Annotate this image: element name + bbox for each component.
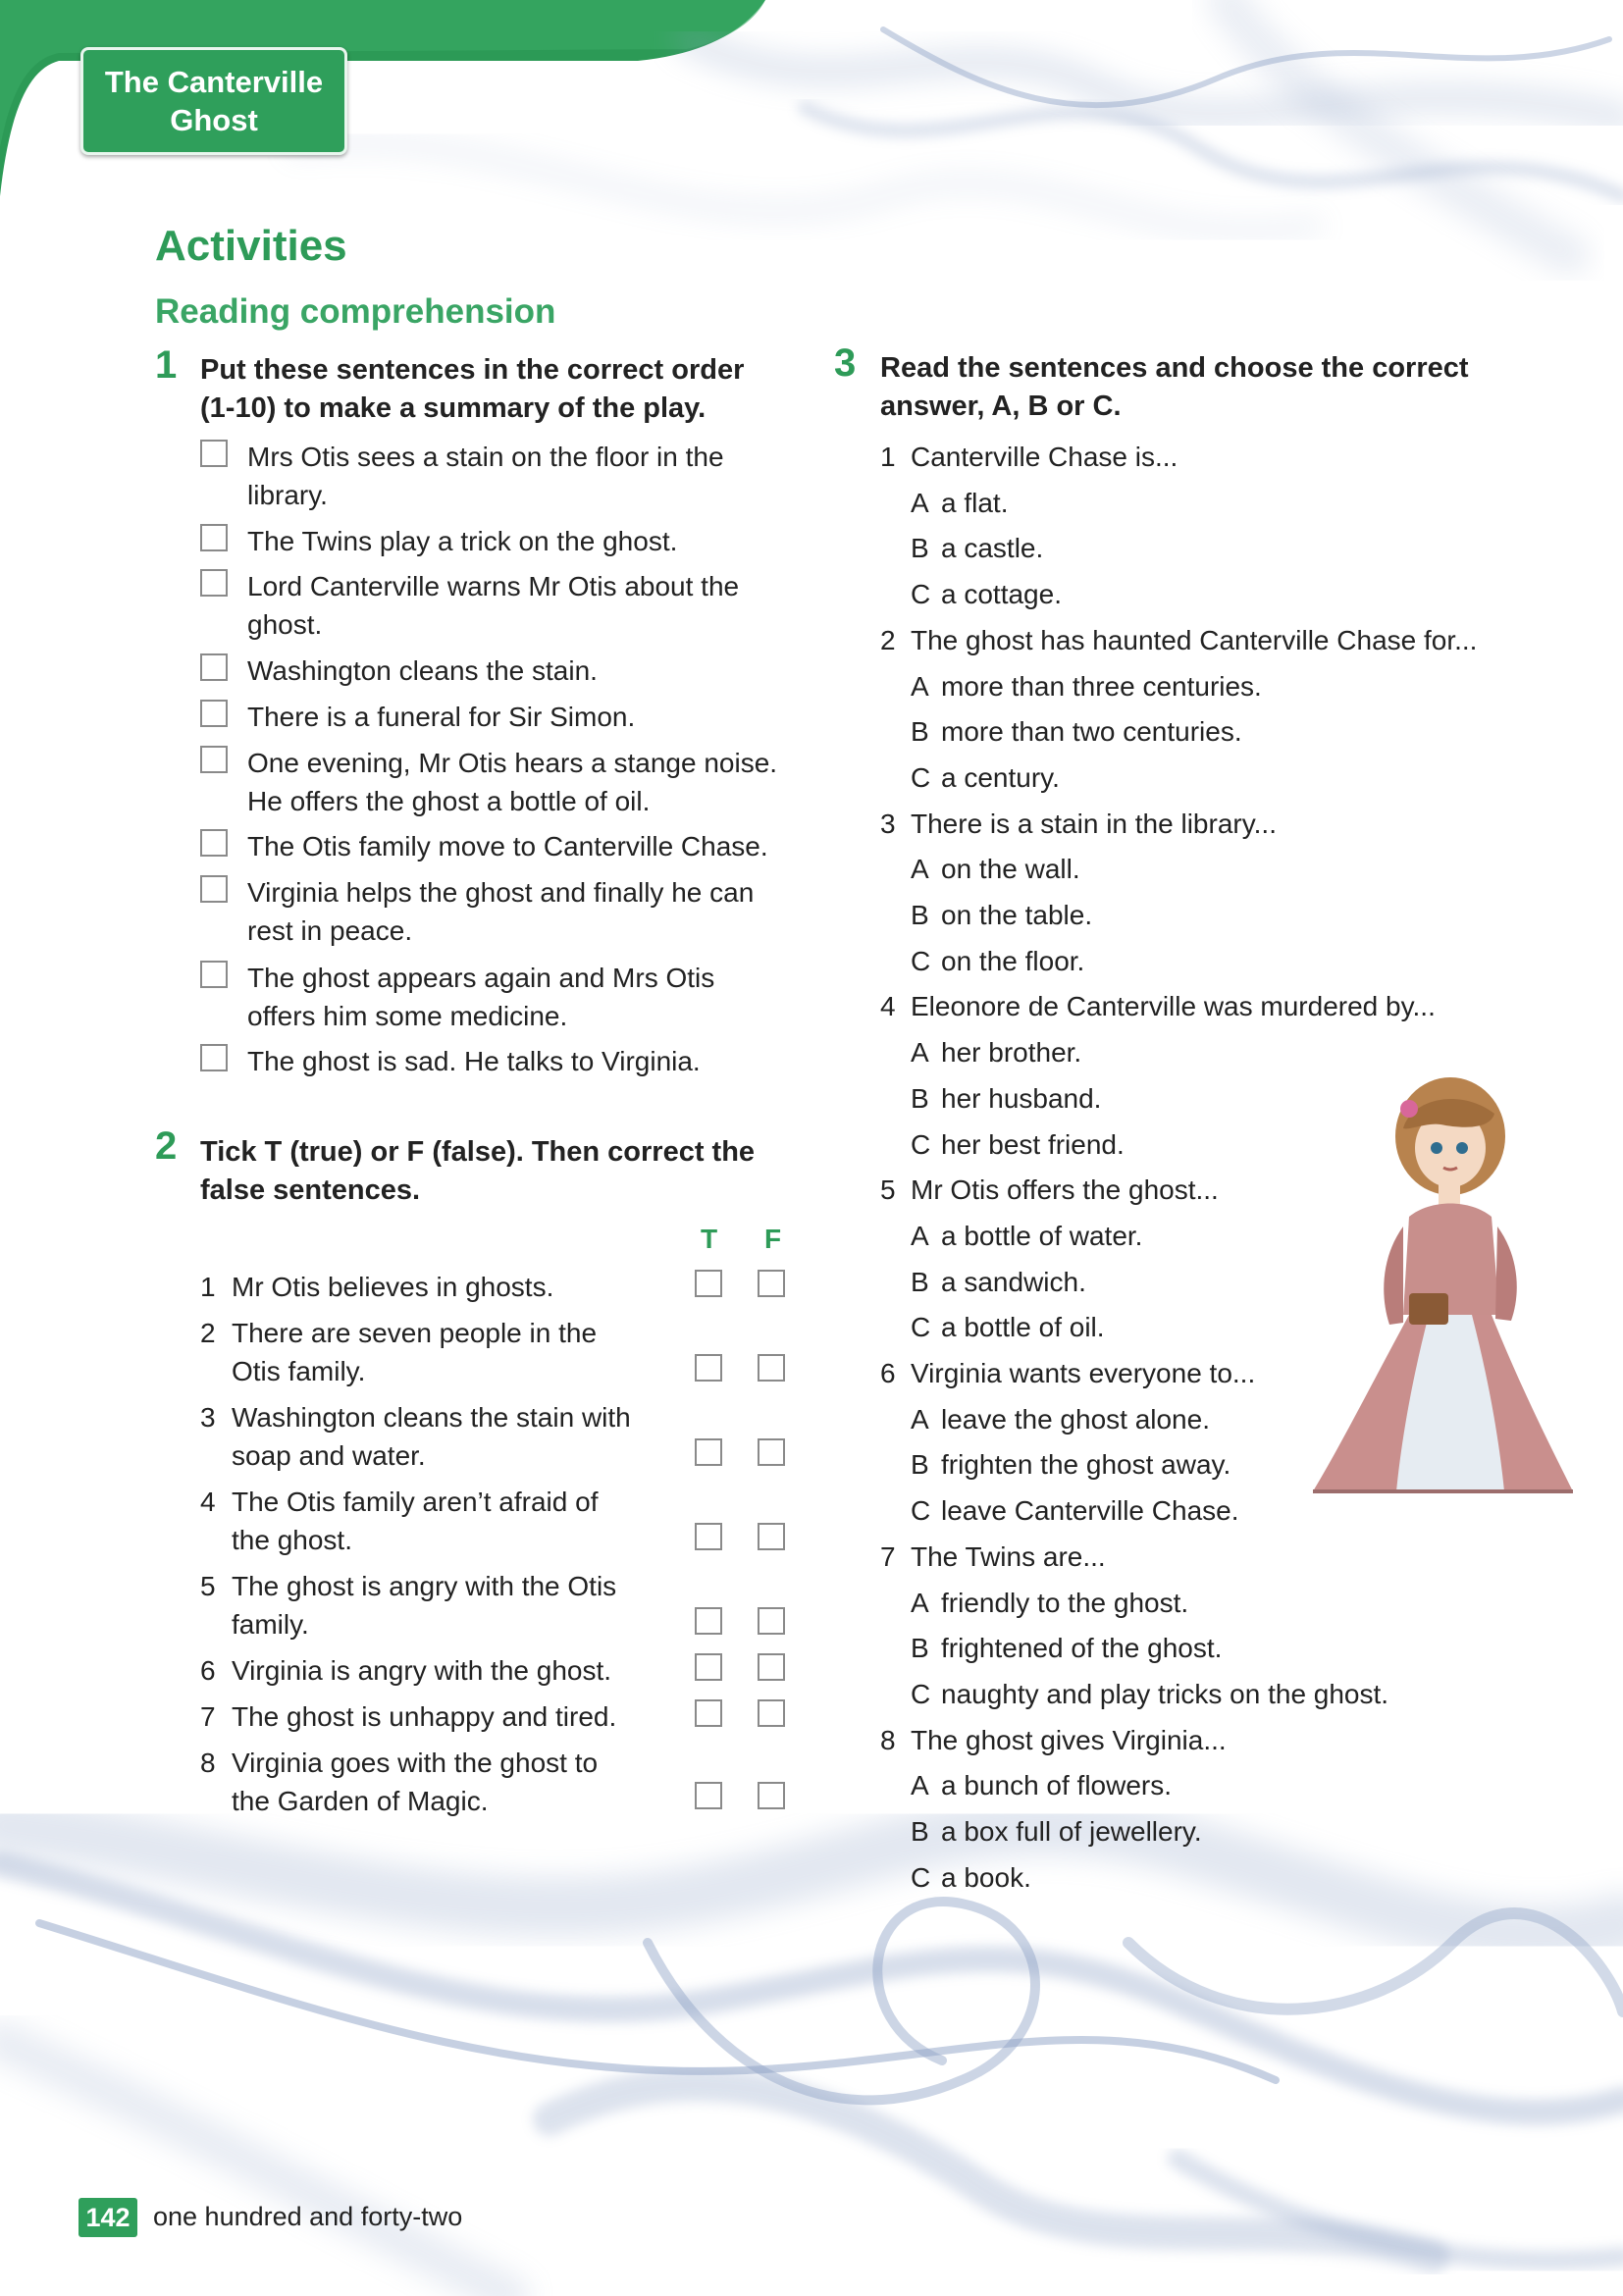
- q3-question-stem: There is a stain in the library...: [911, 808, 1277, 839]
- q3-question-number: 6: [880, 1358, 896, 1388]
- q2-item-text: [232, 1398, 631, 1475]
- q3-option-text: on the wall.: [941, 854, 1080, 885]
- q3-option[interactable]: [911, 529, 1043, 567]
- q3-option-letter: A: [911, 670, 929, 702]
- q3-option[interactable]: [911, 667, 1262, 705]
- q3-option-text: more than two centuries.: [941, 716, 1242, 748]
- order-checkbox[interactable]: [200, 1044, 228, 1071]
- q1-number: 1: [155, 343, 178, 387]
- q3-question-stem: The Twins are...: [911, 1540, 1106, 1572]
- q3-question-stem: Virginia wants everyone to...: [911, 1358, 1256, 1388]
- false-checkbox[interactable]: [758, 1607, 785, 1635]
- q1-item-line: library.: [247, 480, 328, 510]
- q3-option-letter: C: [911, 1312, 931, 1343]
- q3-option-text: friendly to the ghost.: [941, 1587, 1189, 1618]
- q3-question-number: 1: [880, 442, 896, 472]
- q2-item-line: Otis family.: [232, 1356, 366, 1386]
- q1-item-line: Lord Canterville warns Mr Otis about the: [247, 571, 740, 601]
- order-checkbox[interactable]: [200, 700, 228, 727]
- q3-option-text: frightened of the ghost.: [941, 1633, 1223, 1664]
- q3-question-number: 7: [880, 1540, 896, 1572]
- q2-item-line: Washington cleans the stain with: [232, 1402, 631, 1433]
- q3-question-number: 2: [880, 624, 896, 655]
- q3-option-letter: A: [911, 1587, 929, 1618]
- q3-option[interactable]: [911, 1445, 1230, 1484]
- q2-item-number: 2: [200, 1318, 216, 1348]
- q3-instruction-line: Read the sentences and choose the correct: [880, 352, 1469, 384]
- q3-option-text: a bottle of oil.: [941, 1312, 1105, 1343]
- q3-question: [880, 1538, 1106, 1576]
- q3-question: [880, 1171, 1219, 1209]
- q1-instruction: [200, 351, 744, 428]
- q3-question-stem: Canterville Chase is...: [911, 442, 1178, 472]
- q3-option[interactable]: [911, 896, 1092, 934]
- q3-option-letter: A: [911, 487, 929, 518]
- q1-item-text: [247, 438, 724, 514]
- true-column-header: T: [701, 1224, 718, 1254]
- q1-item-line: ghost.: [247, 609, 323, 640]
- order-checkbox[interactable]: [200, 746, 228, 773]
- q1-item-text: [247, 744, 777, 820]
- q2-item-text: [232, 1483, 598, 1559]
- q3-option-text: a flat.: [941, 487, 1009, 518]
- virginia-illustration: [1293, 1070, 1588, 1511]
- q2-item-number: 6: [200, 1655, 216, 1686]
- q1-item-text: There is a funeral for Sir Simon.: [247, 702, 636, 732]
- q1-item-line: Virginia helps the ghost and finally he can: [247, 877, 755, 908]
- q1-instruction-line: (1-10) to make a summary of the play.: [200, 392, 707, 424]
- q2-item-number: 3: [200, 1402, 216, 1433]
- false-checkbox[interactable]: [758, 1653, 785, 1681]
- q3-option-letter: B: [911, 1449, 929, 1481]
- q2-item-number: 5: [200, 1571, 216, 1601]
- q2-item-text: [232, 1314, 597, 1390]
- q2-item-line: the Garden of Magic.: [232, 1786, 489, 1816]
- q2-instruction: [200, 1133, 755, 1210]
- q2-item-line: There are seven people in the: [232, 1318, 598, 1348]
- q3-option-text: a box full of jewellery.: [941, 1816, 1202, 1847]
- q2-item-number: 1: [200, 1272, 216, 1302]
- q2-instruction-line: false sentences.: [200, 1174, 421, 1206]
- q3-instruction-line: answer, A, B or C.: [880, 391, 1122, 422]
- q3-option-text: more than three centuries.: [941, 670, 1262, 702]
- q2-item-text: [232, 1744, 598, 1820]
- q3-question: [880, 987, 1436, 1025]
- order-checkbox[interactable]: [200, 875, 228, 903]
- q3-option[interactable]: [911, 1812, 1202, 1851]
- order-checkbox[interactable]: [200, 524, 228, 551]
- q1-item-text: [247, 959, 714, 1035]
- order-checkbox[interactable]: [200, 569, 228, 597]
- q3-question-number: 5: [880, 1174, 896, 1206]
- q3-option-text: leave Canterville Chase.: [941, 1495, 1239, 1527]
- q3-option-letter: A: [911, 1037, 929, 1069]
- q3-option-text: her best friend.: [941, 1128, 1125, 1160]
- false-checkbox[interactable]: [758, 1354, 785, 1382]
- q3-option-letter: C: [911, 1678, 931, 1709]
- true-checkbox[interactable]: [695, 1270, 722, 1297]
- q1-item-text: The ghost is sad. He talks to Virginia.: [247, 1046, 701, 1076]
- order-checkbox[interactable]: [200, 653, 228, 681]
- q3-option-letter: A: [911, 1770, 929, 1801]
- q3-option[interactable]: [911, 1217, 1142, 1255]
- q1-item-line: offers him some medicine.: [247, 1001, 568, 1031]
- q3-option-text: a cottage.: [941, 579, 1062, 610]
- q3-question-stem: The ghost has haunted Canterville Chase for...: [911, 624, 1478, 655]
- false-checkbox[interactable]: [758, 1438, 785, 1466]
- q3-question-stem: Eleonore de Canterville was murdered by...: [911, 991, 1436, 1022]
- q2-item-text: Virginia is angry with the ghost.: [232, 1655, 612, 1686]
- q3-question: [880, 621, 1477, 659]
- q2-item-line: family.: [232, 1609, 309, 1640]
- q2-instruction-line: Tick T (true) or F (false). Then correct the: [200, 1136, 756, 1168]
- q3-option-text: a castle.: [941, 533, 1044, 564]
- false-checkbox[interactable]: [758, 1523, 785, 1550]
- q3-question: [880, 1721, 1227, 1759]
- order-checkbox[interactable]: [200, 440, 228, 467]
- q3-option-text: on the floor.: [941, 945, 1085, 976]
- book-title-line-2: Ghost: [170, 103, 258, 137]
- q3-option[interactable]: [911, 1584, 1188, 1622]
- book-title-tag: [80, 47, 347, 155]
- q3-option-letter: B: [911, 900, 929, 930]
- q3-option-text: leave the ghost alone.: [941, 1403, 1210, 1435]
- q3-option-text: a sandwich.: [941, 1266, 1086, 1297]
- q3-option-letter: C: [911, 579, 931, 610]
- q3-option-letter: A: [911, 1403, 929, 1435]
- q3-option-letter: A: [911, 854, 929, 885]
- page-title: Activities: [155, 222, 347, 270]
- q3-option[interactable]: [911, 484, 1008, 522]
- q3-option-letter: A: [911, 1220, 929, 1251]
- q3-option-text: a century.: [941, 761, 1060, 793]
- q3-instruction: [880, 349, 1469, 426]
- q2-item-text: Mr Otis believes in ghosts.: [232, 1272, 554, 1302]
- q3-option[interactable]: [911, 1079, 1101, 1118]
- q3-question: [880, 1354, 1255, 1392]
- section-heading: Reading comprehension: [155, 292, 556, 331]
- q2-number: 2: [155, 1124, 178, 1168]
- q3-option[interactable]: [911, 1400, 1210, 1438]
- q3-option[interactable]: [911, 712, 1242, 751]
- q1-item-line: One evening, Mr Otis hears a stange noise.: [247, 748, 778, 778]
- q3-option[interactable]: [911, 1491, 1239, 1530]
- q1-item-text: [247, 873, 754, 950]
- q3-question-number: 4: [880, 991, 896, 1022]
- q1-instruction-line: Put these sentences in the correct order: [200, 354, 745, 386]
- q3-option[interactable]: [911, 575, 1062, 613]
- q2-item-line: Virginia goes with the ghost to: [232, 1748, 599, 1778]
- q3-option-letter: B: [911, 1266, 929, 1297]
- true-checkbox[interactable]: [695, 1653, 722, 1681]
- q2-item-line: soap and water.: [232, 1440, 426, 1471]
- q3-number: 3: [834, 341, 857, 385]
- q1-item-line: The ghost appears again and Mrs Otis: [247, 963, 715, 993]
- q3-option[interactable]: [911, 1125, 1125, 1164]
- q3-option[interactable]: [911, 758, 1060, 797]
- q3-option[interactable]: [911, 1033, 1081, 1071]
- q3-question-stem: The ghost gives Virginia...: [911, 1724, 1227, 1755]
- true-checkbox[interactable]: [695, 1607, 722, 1635]
- q1-item-line: He offers the ghost a bottle of oil.: [247, 786, 651, 816]
- q1-item-line: Mrs Otis sees a stain on the floor in the: [247, 442, 724, 472]
- q3-option-letter: C: [911, 761, 931, 793]
- q3-option-letter: C: [911, 1128, 931, 1160]
- true-checkbox[interactable]: [695, 1699, 722, 1727]
- q3-option[interactable]: [911, 850, 1080, 888]
- q3-option[interactable]: [911, 1858, 1031, 1897]
- q3-option-letter: B: [911, 1633, 929, 1664]
- q2-item-number: 4: [200, 1487, 216, 1517]
- book-title-line-1: The Canterville: [104, 65, 324, 99]
- true-checkbox[interactable]: [695, 1782, 722, 1809]
- q2-item-number: 8: [200, 1748, 216, 1778]
- q2-item-number: 7: [200, 1701, 216, 1732]
- true-checkbox[interactable]: [695, 1523, 722, 1550]
- true-checkbox[interactable]: [695, 1438, 722, 1466]
- q3-option-letter: C: [911, 945, 931, 976]
- order-checkbox[interactable]: [200, 961, 228, 988]
- q3-option-text: frighten the ghost away.: [941, 1449, 1231, 1481]
- q3-option-text: her husband.: [941, 1082, 1102, 1114]
- q3-option-text: a book.: [941, 1861, 1031, 1893]
- q3-option-text: her brother.: [941, 1037, 1082, 1069]
- q3-option-letter: C: [911, 1495, 931, 1527]
- false-checkbox[interactable]: [758, 1782, 785, 1809]
- q3-option-letter: C: [911, 1861, 931, 1893]
- true-checkbox[interactable]: [695, 1354, 722, 1382]
- q2-item-line: The ghost is angry with the Otis: [232, 1571, 617, 1601]
- q3-option-text: naughty and play tricks on the ghost.: [941, 1678, 1389, 1709]
- q1-item-text: The Twins play a trick on the ghost.: [247, 526, 678, 556]
- q1-item-line: rest in peace.: [247, 915, 413, 946]
- q2-item-text: [232, 1567, 616, 1644]
- q3-option-text: a bottle of water.: [941, 1220, 1143, 1251]
- page-number-words: one hundred and forty-two: [153, 2202, 463, 2231]
- q1-item-text: The Otis family move to Canterville Chase.: [247, 831, 768, 861]
- q3-option[interactable]: [911, 1629, 1222, 1667]
- q3-option-text: on the table.: [941, 900, 1093, 930]
- page-number: 142: [79, 2198, 137, 2237]
- q3-option-letter: B: [911, 533, 929, 564]
- q3-question-number: 8: [880, 1724, 896, 1755]
- q1-item-text: Washington cleans the stain.: [247, 655, 598, 686]
- q2-item-text: The ghost is unhappy and tired.: [232, 1701, 617, 1732]
- false-column-header: F: [764, 1224, 782, 1254]
- order-checkbox[interactable]: [200, 829, 228, 857]
- q3-option-letter: B: [911, 716, 929, 748]
- q3-option[interactable]: [911, 1308, 1105, 1346]
- q3-option[interactable]: [911, 942, 1084, 980]
- q3-option-letter: B: [911, 1082, 929, 1114]
- q3-option[interactable]: [911, 1766, 1172, 1804]
- q2-item-line: The Otis family aren’t afraid of: [232, 1487, 599, 1517]
- q3-question-number: 3: [880, 808, 896, 839]
- false-checkbox[interactable]: [758, 1699, 785, 1727]
- q1-item-text: [247, 567, 739, 644]
- q3-option[interactable]: [911, 1263, 1086, 1301]
- q3-option-letter: B: [911, 1816, 929, 1847]
- q3-option-text: a bunch of flowers.: [941, 1770, 1173, 1801]
- q3-question: [880, 805, 1277, 843]
- q2-item-line: the ghost.: [232, 1525, 352, 1555]
- q3-question: [880, 438, 1178, 476]
- q3-option[interactable]: [911, 1675, 1388, 1713]
- false-checkbox[interactable]: [758, 1270, 785, 1297]
- q3-question-stem: Mr Otis offers the ghost...: [911, 1174, 1219, 1206]
